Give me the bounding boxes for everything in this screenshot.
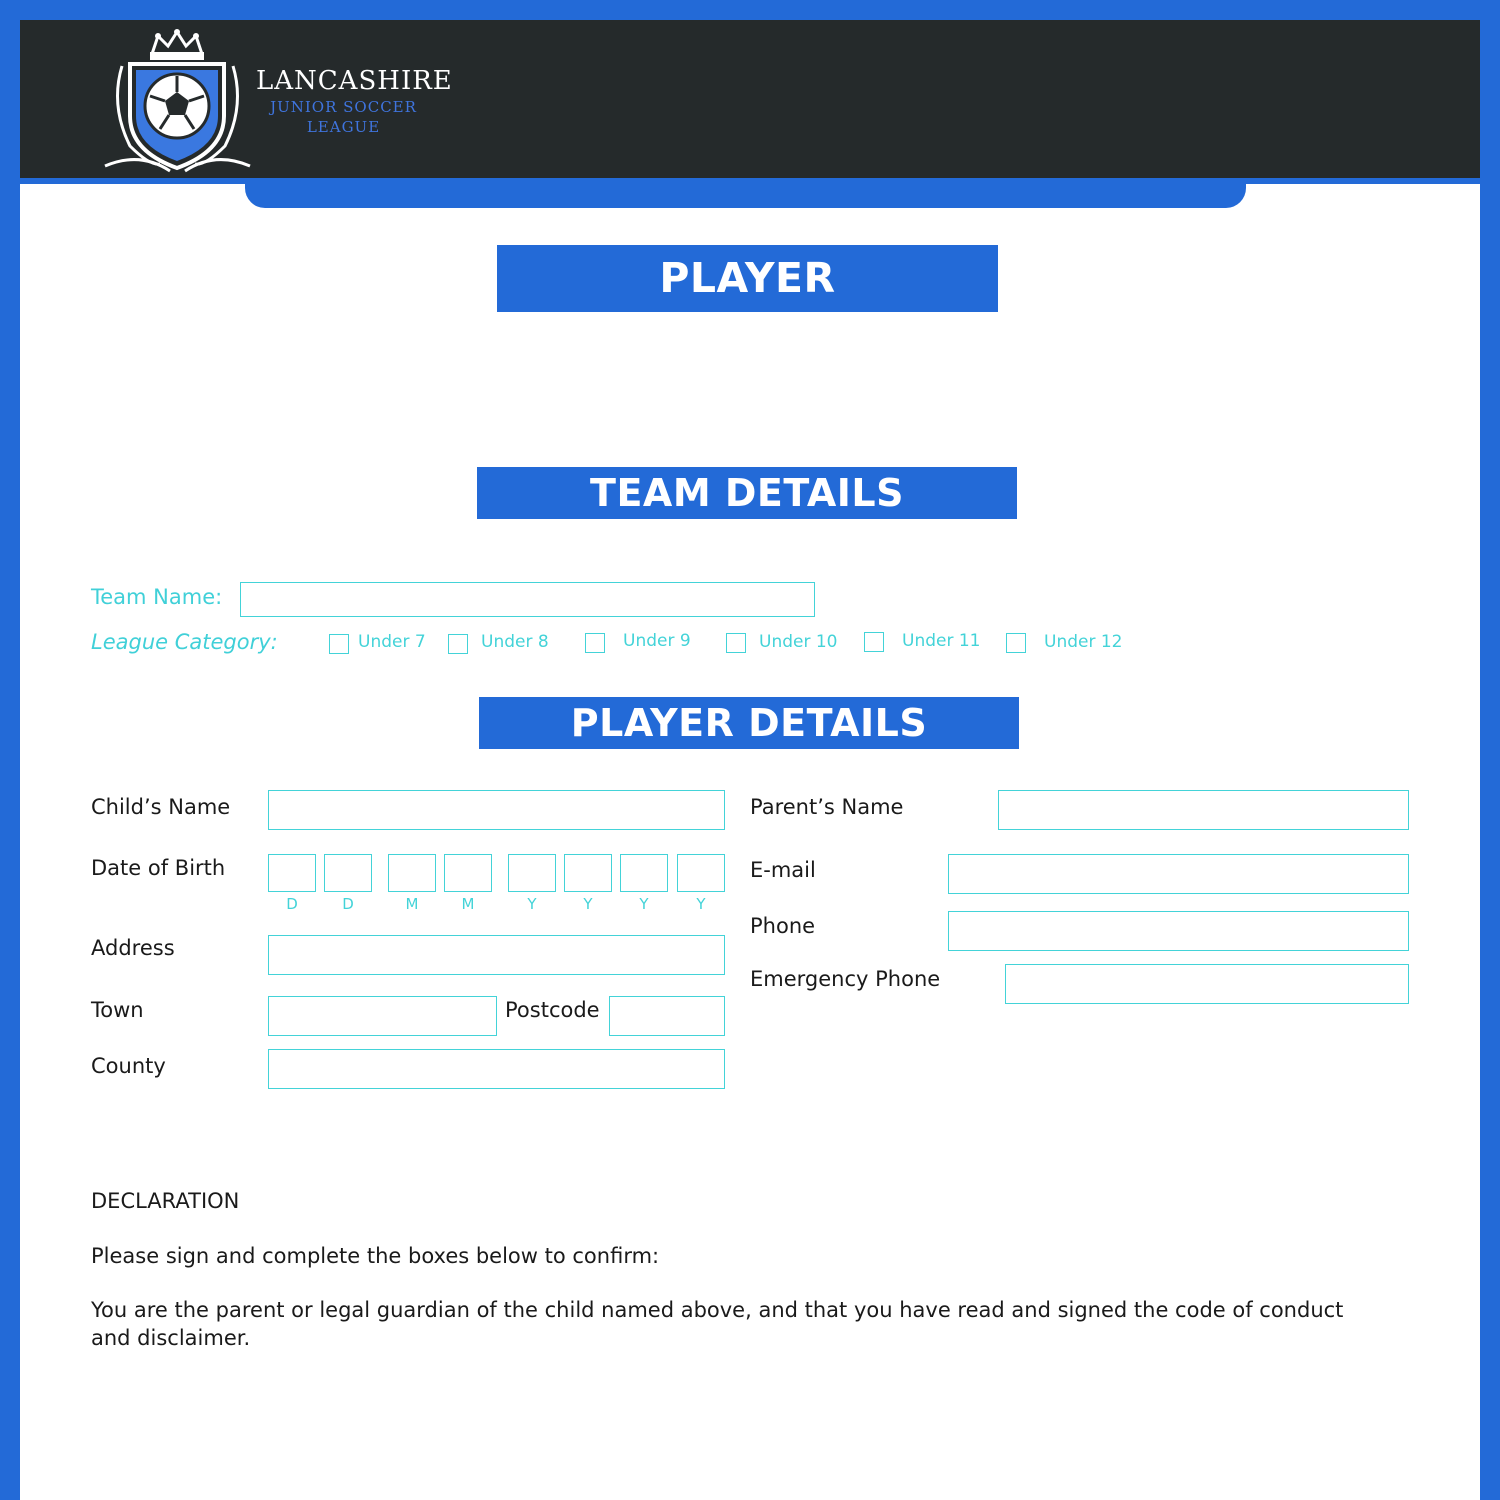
team-details-heading: TEAM DETAILS xyxy=(477,467,1017,519)
phone-label: Phone xyxy=(750,914,816,938)
town-input[interactable] xyxy=(268,996,497,1036)
dob-hint-d1: D xyxy=(286,895,298,913)
checkbox-label-under-7: Under 7 xyxy=(358,632,426,652)
county-label: County xyxy=(91,1054,166,1078)
soccer-crest-logo-icon xyxy=(100,26,255,176)
checkbox-under-9[interactable] xyxy=(585,633,605,653)
dob-year-1-input[interactable] xyxy=(508,854,556,892)
header-bar xyxy=(20,20,1480,178)
dob-day-2-input[interactable] xyxy=(324,854,372,892)
dob-hint-y1: Y xyxy=(527,895,537,913)
emergency-phone-input[interactable] xyxy=(1005,964,1409,1004)
logo-line-1: LANCASHIRE xyxy=(256,66,453,96)
dob-hint-y3: Y xyxy=(639,895,649,913)
checkbox-under-7[interactable] xyxy=(329,634,349,654)
email-label: E-mail xyxy=(750,858,816,882)
page-title: PLAYER REGISTRATION xyxy=(497,245,998,312)
parents-name-label: Parent’s Name xyxy=(750,795,904,819)
declaration-statement-line-1: You are the parent or legal guardian of the child named above, and that you have read and signed the code of conduct xyxy=(91,1298,1344,1322)
league-category-label: League Category: xyxy=(91,630,278,654)
checkbox-under-11[interactable] xyxy=(864,632,884,652)
dob-hint-m2: M xyxy=(461,895,475,913)
county-input[interactable] xyxy=(268,1049,725,1089)
team-name-label: Team Name: xyxy=(91,585,223,609)
declaration-heading: DECLARATION xyxy=(91,1189,240,1213)
dob-month-2-input[interactable] xyxy=(444,854,492,892)
parents-name-input[interactable] xyxy=(998,790,1409,830)
header-accent-tab xyxy=(245,178,1246,208)
checkbox-label-under-9: Under 9 xyxy=(623,631,691,651)
dob-year-2-input[interactable] xyxy=(564,854,612,892)
dob-hint-m1: M xyxy=(405,895,419,913)
declaration-statement-line-2: and disclaimer. xyxy=(91,1326,251,1350)
town-label: Town xyxy=(91,998,144,1022)
checkbox-under-12[interactable] xyxy=(1006,633,1026,653)
checkbox-under-10[interactable] xyxy=(726,633,746,653)
date-of-birth-label: Date of Birth xyxy=(91,856,226,880)
childs-name-input[interactable] xyxy=(268,790,725,830)
phone-input[interactable] xyxy=(948,911,1409,951)
checkbox-label-under-8: Under 8 xyxy=(481,632,549,652)
postcode-input[interactable] xyxy=(609,996,725,1036)
emergency-phone-label: Emergency Phone xyxy=(750,967,941,991)
dob-year-4-input[interactable] xyxy=(677,854,725,892)
dob-hint-y4: Y xyxy=(696,895,706,913)
dob-year-3-input[interactable] xyxy=(620,854,668,892)
team-name-input[interactable] xyxy=(240,582,815,617)
postcode-label: Postcode xyxy=(505,998,600,1022)
checkbox-under-8[interactable] xyxy=(448,634,468,654)
logo-line-3: LEAGUE xyxy=(306,118,381,136)
dob-day-1-input[interactable] xyxy=(268,854,316,892)
logo-wordmark xyxy=(256,66,453,136)
logo-line-2: JUNIOR SOCCER xyxy=(270,98,417,116)
player-details-heading: PLAYER DETAILS xyxy=(479,697,1019,749)
address-input[interactable] xyxy=(268,935,725,975)
form-page xyxy=(20,20,1480,1500)
checkbox-label-under-10: Under 10 xyxy=(759,632,838,652)
dob-hint-y2: Y xyxy=(583,895,593,913)
address-label: Address xyxy=(91,936,175,960)
checkbox-label-under-12: Under 12 xyxy=(1044,632,1123,652)
checkbox-label-under-11: Under 11 xyxy=(902,631,981,651)
declaration-instruction: Please sign and complete the boxes below to confirm: xyxy=(91,1244,660,1268)
dob-hint-d2: D xyxy=(342,895,354,913)
dob-month-1-input[interactable] xyxy=(388,854,436,892)
email-input[interactable] xyxy=(948,854,1409,894)
childs-name-label: Child’s Name xyxy=(91,795,231,819)
